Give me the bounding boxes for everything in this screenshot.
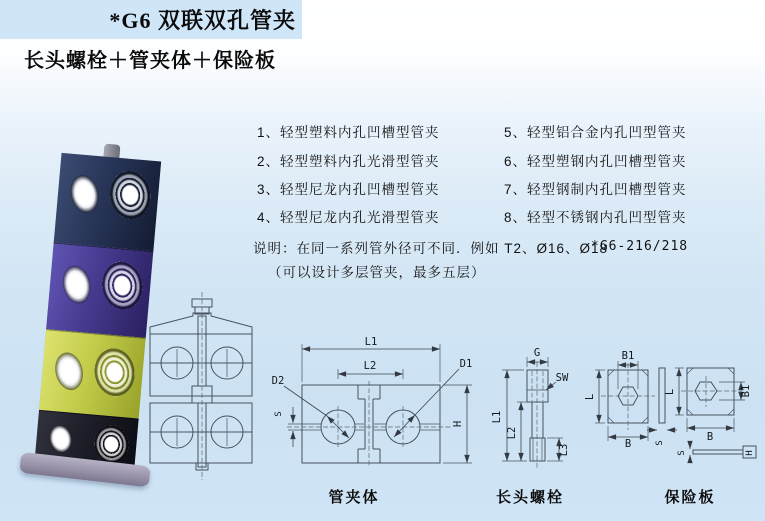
clamp-body-drawing — [272, 336, 473, 467]
dim-plate-b: B — [624, 438, 632, 450]
long-bolt-drawing — [491, 347, 570, 468]
safety-plate-drawing — [584, 350, 756, 462]
dim-body-l2: L2 — [363, 360, 377, 372]
dim-body-l1: L1 — [364, 336, 378, 348]
dim-plate-s-bottom: S — [677, 450, 687, 456]
caption-long-bolt: 长头螺栓 — [495, 489, 565, 506]
dim-plate-b1-rotated: B1 — [740, 384, 752, 398]
dim-bolt-sw: SW — [555, 372, 569, 384]
list-item: 1、轻型塑料内孔凹槽型管夹 — [257, 125, 440, 140]
dim-bolt-l1: L1 — [491, 410, 503, 424]
note-line-2: （可以设计多层管夹，最多五层） — [268, 265, 486, 280]
list-item: 4、轻型尼龙内孔光滑型管夹 — [257, 210, 440, 225]
assembly-section-drawing — [150, 292, 252, 480]
dim-bolt-g: G — [533, 347, 541, 359]
list-item: 5、轻型铝合金内孔凹型管夹 — [504, 125, 687, 140]
list-item: 8、轻型不锈钢内孔凹型管夹 — [504, 210, 687, 225]
dim-plate-b-rotated: B — [706, 431, 714, 443]
dim-body-d2: D2 — [271, 375, 285, 387]
dim-plate-l: L — [584, 393, 596, 401]
dim-plate-b1: B1 — [621, 350, 635, 362]
list-item: 7、轻型钢制内孔凹槽型管夹 — [504, 182, 687, 197]
model-code: *G6-216/218 — [591, 239, 689, 254]
page-subtitle: 长头螺栓＋管夹体＋保险板 — [24, 50, 276, 72]
dim-bolt-l2: L2 — [506, 426, 518, 440]
list-item: 2、轻型塑料内孔光滑型管夹 — [257, 154, 440, 169]
dim-plate-s: S — [655, 440, 665, 446]
dim-bolt-l3: L3 — [558, 443, 570, 457]
dim-plate-h: H — [745, 450, 755, 456]
list-item: 3、轻型尼龙内孔凹槽型管夹 — [257, 182, 440, 197]
page-title: *G6 双联双孔管夹 — [109, 8, 296, 33]
list-item: 6、轻型塑钢内孔凹槽型管夹 — [504, 154, 687, 169]
dim-body-d1: D1 — [459, 358, 473, 370]
note-line-1: 说明：在同一系列管外径可不同．例如 T2、Ø16、Ø18 — [253, 241, 609, 256]
caption-clamp-body: 管夹体 — [328, 489, 380, 506]
dim-body-s: S — [274, 411, 284, 417]
dim-body-h: H — [452, 420, 464, 428]
caption-safety-plate: 保险板 — [664, 489, 716, 506]
dim-plate-l-rotated: L — [664, 388, 676, 396]
